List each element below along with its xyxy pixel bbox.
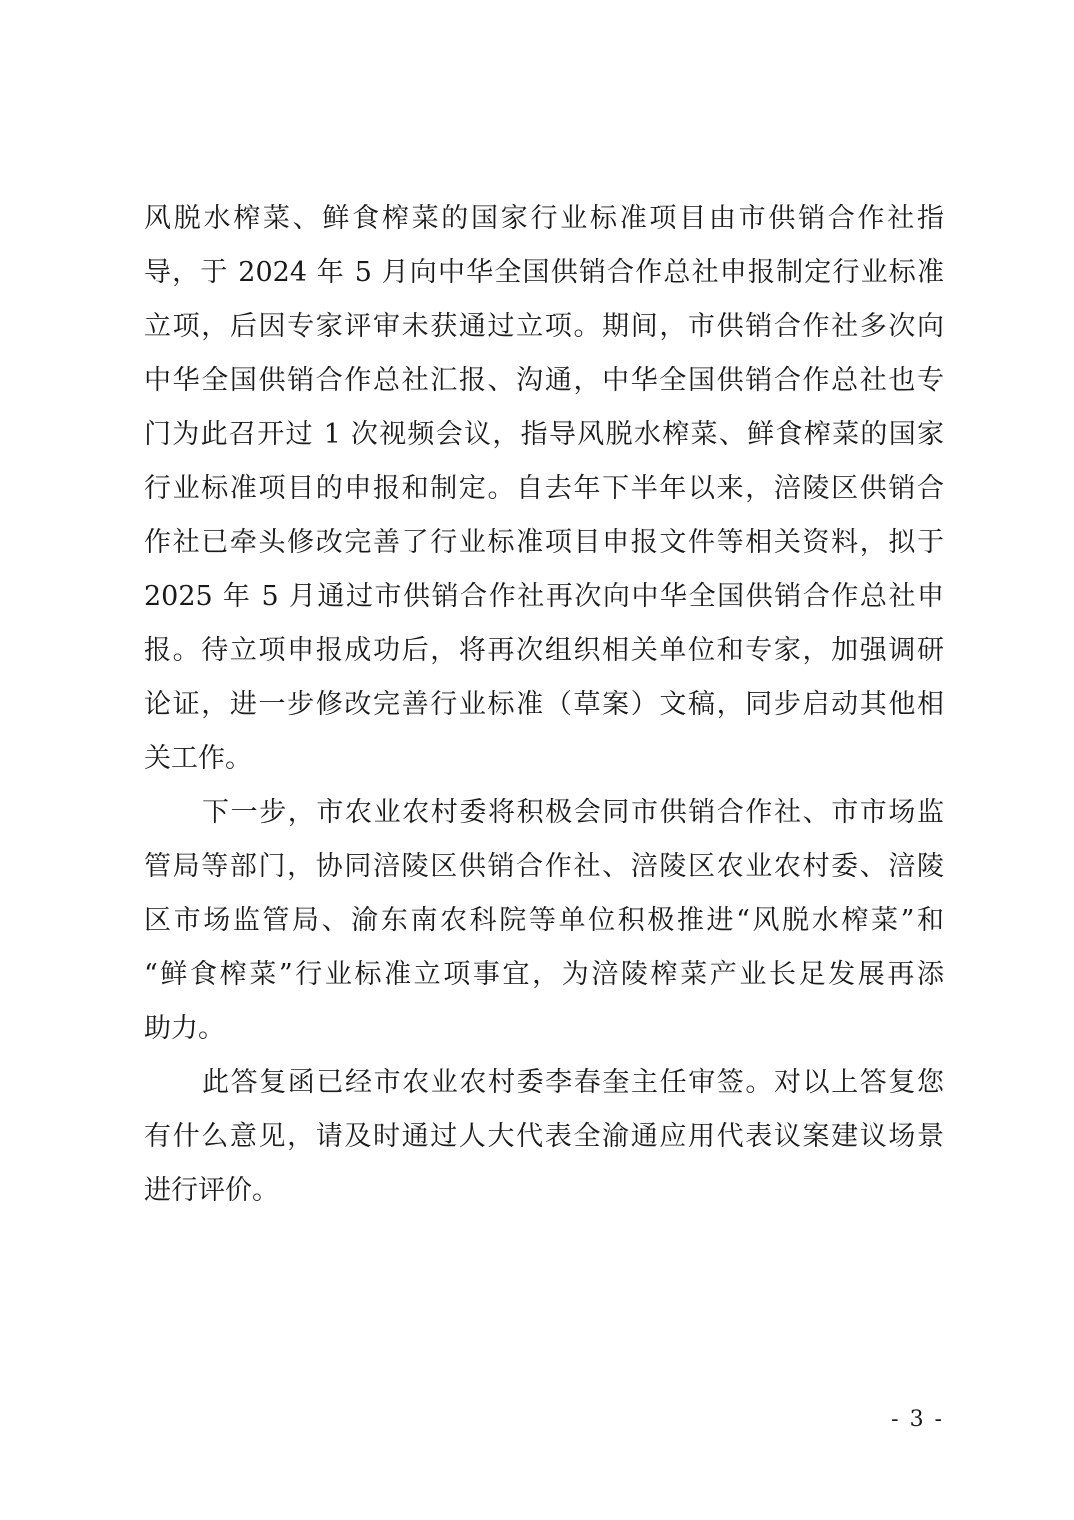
paragraph-2-line-3: 区市场监管局、渝东南农科院等单位积极推进“风脱水榨菜”和: [144, 905, 944, 936]
paragraph-1-line-11: 关工作。: [144, 743, 252, 774]
paragraph-1-line-10: 论证，进一步修改完善行业标准（草案）文稿，同步启动其他相: [144, 689, 944, 720]
paragraph-3-line-2: 有什么意见，请及时通过人大代表全渝通应用代表议案建议场景: [144, 1121, 944, 1152]
paragraph-1-line-4: 中华全国供销合作总社汇报、沟通，中华全国供销合作总社也专: [144, 365, 944, 396]
paragraph-1-line-8: 2025 年 5 月通过市供销合作社再次向中华全国供销合作总社申: [144, 581, 944, 612]
paragraph-2-line-2: 管局等部门，协同涪陵区供销合作社、涪陵区农业农村委、涪陵: [144, 851, 944, 882]
paragraph-1-line-9: 报。待立项申报成功后，将再次组织相关单位和专家，加强调研: [144, 635, 944, 666]
paragraph-1-line-2: 导，于 2024 年 5 月向中华全国供销合作总社申报制定行业标准: [144, 257, 944, 288]
paragraph-1-line-7: 作社已牵头修改完善了行业标准项目申报文件等相关资料，拟于: [144, 527, 944, 558]
paragraph-2-line-5: 助力。: [144, 1013, 225, 1044]
page-number: - 3 -: [891, 1407, 944, 1432]
paragraph-1-line-5: 门为此召开过 1 次视频会议，指导风脱水榨菜、鲜食榨菜的国家: [144, 419, 944, 450]
paragraph-1-line-6: 行业标准项目的申报和制定。自去年下半年以来，涪陵区供销合: [144, 473, 944, 504]
paragraph-1-line-1: 风脱水榨菜、鲜食榨菜的国家行业标准项目由市供销合作社指: [144, 203, 944, 234]
paragraph-1-line-3: 立项，后因专家评审未获通过立项。期间，市供销合作社多次向: [144, 311, 944, 342]
paragraph-3-line-1: 此答复函已经市农业农村委李春奎主任审签。对以上答复您: [202, 1067, 944, 1098]
paragraph-2-line-4: “鲜食榨菜”行业标准立项事宜，为涪陵榨菜产业长足发展再添: [144, 959, 944, 990]
document-body: [144, 192, 944, 1218]
paragraph-3-line-3: 进行评价。: [144, 1175, 279, 1206]
paragraph-2-line-1: 下一步，市农业农村委将积极会同市供销合作社、市市场监: [202, 797, 944, 828]
